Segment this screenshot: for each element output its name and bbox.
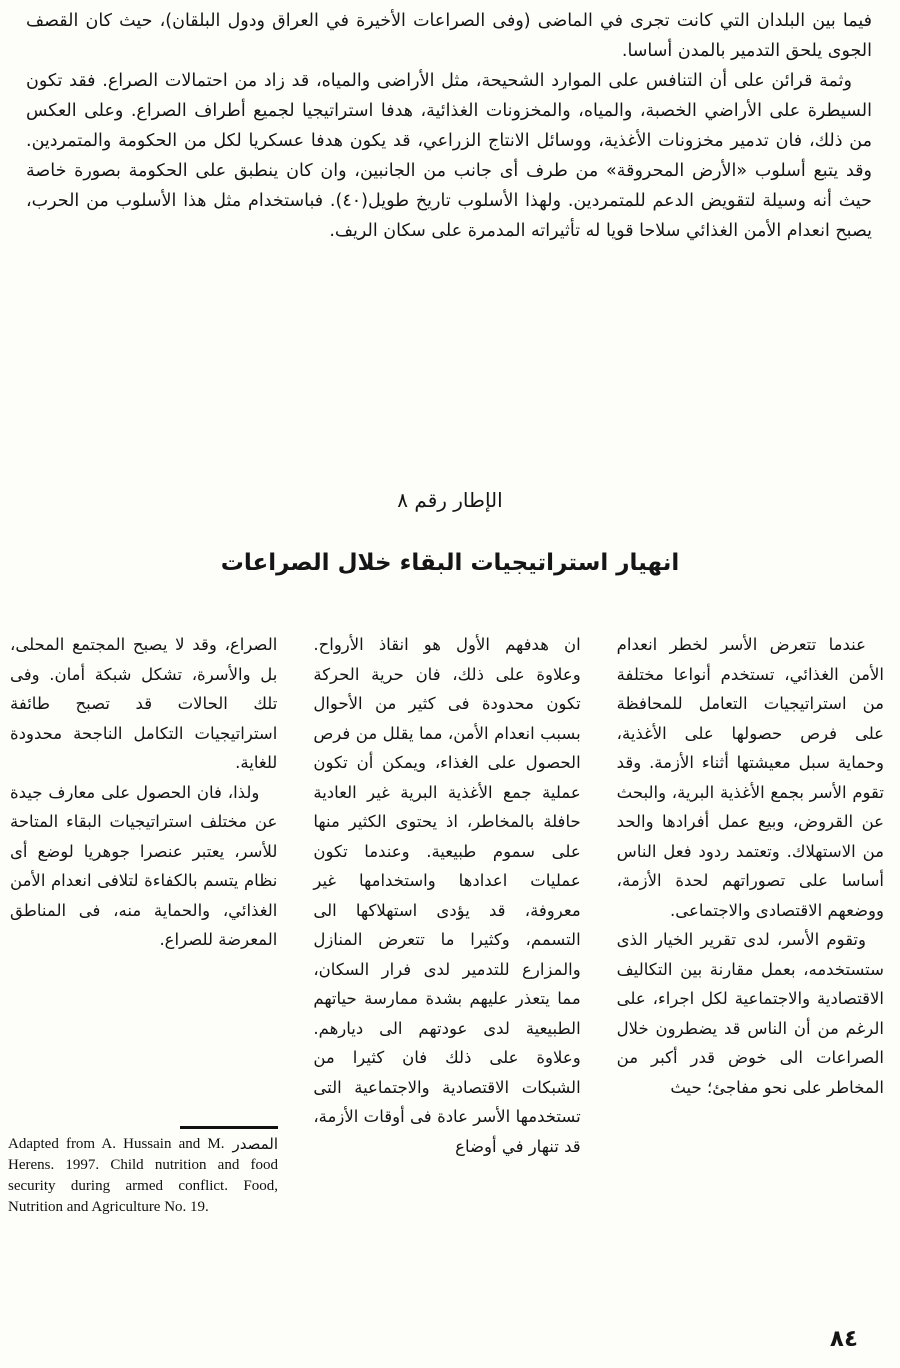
paragraph: وثمة قرائن على أن التنافس على الموارد الشحيحة، مثل الأراضى والمياه، قد زاد من احتمالات الصراع. فقد تكون السيطرة على الأراضي الخصبة، والمياه، والمخزونات الغذائية، هدفا استراتيجيا لجميع أطراف الصراع. وعلى العكس من ذلك، فان تدمير مخزونات الأغذية، ووسائل الانتاج الزراعي، قد يكون هدفا عسكريا لكل من الحكومة والمتمردين. وقد يتبع أسلوب «الأرض المحروقة» من طرف أى جانب من الجانبين، وان كان ينطبق على الحكومة بصورة خاصة حيث أنه وسيلة لتقويض الدعم للمتمردين. ولهذا الأسلوب تاريخ طويل(٤٠). فباستخدام مثل هذا الأسلوب من الحرب، يصبح انعدام الأمن الغذائي سلاحا قويا له تأثيراته المدمرة على سكان الريف. [26, 71, 872, 241]
paragraph: الصراع، وقد لا يصبح المجتمع المحلى، بل والأسرة، تشكل شبكة أمان. وفى تلك الحالات قد تصبح طائفة استراتيجيات التكامل الناجحة محدودة للغاية. [10, 635, 278, 772]
source-label: المصدر [232, 1134, 278, 1153]
column-left [10, 630, 277, 1161]
paragraph: ان هدفهم الأول هو انقاذ الأرواح. وعلاوة على ذلك، فان حرية الحركة تكون محدودة فى كثير من الأحوال بسبب انعدام الأمن، مما يقلل من فرص الحصول على الغذاء، ويمكن أن تكون عملية جمع الأغذية البرية غير العادية حافلة بالمخاطر، اذ يحتوى الكثير منها على سموم طبيعية. وعندما تكون عمليات اعدادها واستخدامها غير معروفة، قد يؤدى استهلاكها الى التسمم، وكثيرا ما تتعرض المنازل والمزارع للتدمير لدى فرار السكان، مما يتعذر عليهم بشدة ممارسة حياتهم الطبيعية لدى عودتهم الى ديارهم. وعلاوة على ذلك فان كثيرا من الشبكات الاقتصادية والاجتماعية التى تستخدمها الأسر عادة فى أوقات الأزمة، قد تنهار في أوضاع [313, 635, 581, 1156]
paragraph: عندما تتعرض الأسر لخطر انعدام الأمن الغذائي، تستخدم أنواعا مختلفة من استراتيجيات التعامل للمحافظة على فرص حصولها على الأغذية، وحماية سبل معيشتها أثناء الأزمة. وقد تقوم الأسر بجمع الأغذية البرية، والبحث عن القروض، وبيع عمل أفرادها والحد من الاستهلاك. وتعتمد ردود فعل الناس أساسا على تصوراتهم لحدة الأزمة، ووضعهم الاقتصادى والاجتماعى. [616, 635, 884, 920]
paragraph: فيما بين البلدان التي كانت تجرى في الماضى (وفى الصراعات الأخيرة في العراق ودول البلقان)، حيث كان القصف الجوى يلحق التدمير بالمدن أساسا. [26, 11, 872, 61]
box-title: انهيار استراتيجيات البقاء خلال الصراعات [220, 550, 680, 576]
box-number-heading: الإطار رقم ٨ [397, 488, 503, 512]
paragraph: وتقوم الأسر، لدى تقرير الخيار الذى ستستخدمه، بعمل مقارنة بين التكاليف الاقتصادية والاجتماعية لكل اجراء، على الرغم من أن الناس قد يضطرون خلال الصراعات الى خوض قدر أكبر من المخاطر على نحو مفاجئ؛ حيث [616, 930, 884, 1097]
three-column-text [10, 630, 884, 1161]
citation-divider-rule [180, 1126, 278, 1129]
paragraph: ولذا، فان الحصول على معارف جيدة عن مختلف استراتيجيات البقاء المتاحة للأسر، يعتبر عنصرا جوهريا لوضع أى نظام يتسم بالكفاءة لتلافى انعدام الأمن الغذائي، والحماية منه، فى المناطق المعرضة للصراع. [10, 782, 278, 949]
top-body-text [26, 6, 872, 246]
column-middle [313, 630, 580, 1161]
column-right [617, 630, 884, 1161]
source-citation-block [8, 1126, 278, 1218]
page-number: ٨٤ [829, 1326, 858, 1352]
citation-text: Adapted from A. Hussain and M. Herens. 1997. Child nutrition and food security during armed conflict. Food, Nutrition and Agriculture No. 19. [8, 1135, 278, 1215]
